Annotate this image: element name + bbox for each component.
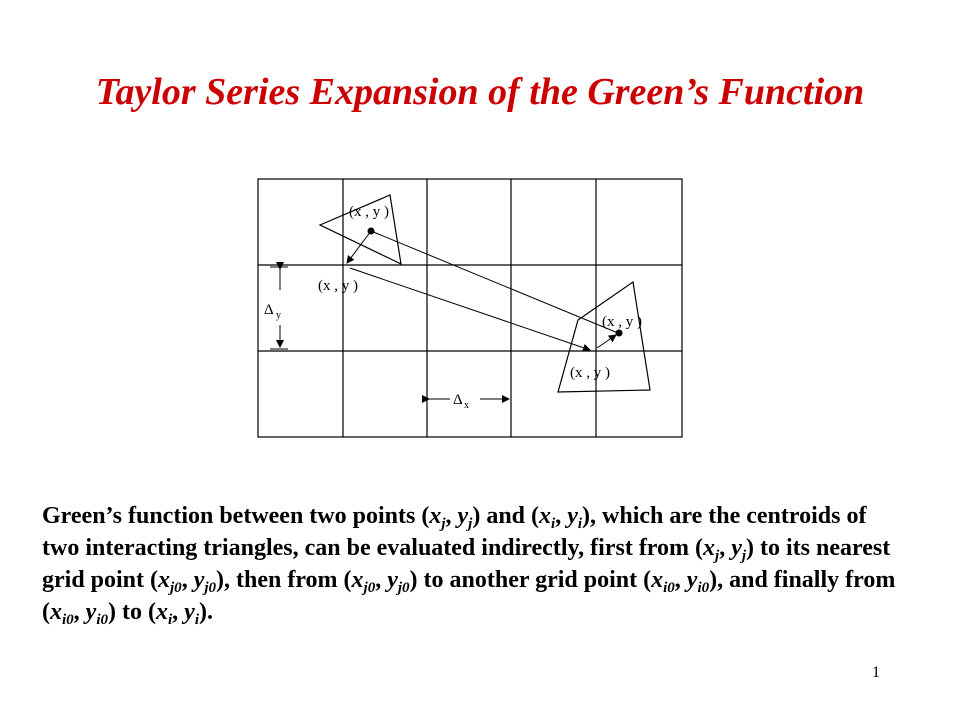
text-run: Green’s function between two points (	[42, 503, 430, 529]
slide-title: Taylor Series Expansion of the Green’s Function	[95, 71, 865, 113]
delta-x-sub: x	[464, 400, 469, 411]
sub-j: j	[441, 516, 446, 532]
sub-j0: j0	[170, 580, 182, 596]
var-x: x	[351, 567, 364, 593]
sub-j: j	[741, 548, 747, 564]
arrow-j-to-j0	[347, 231, 371, 263]
grid	[258, 179, 682, 437]
grid-diagram	[240, 170, 700, 450]
text-run: ,	[181, 567, 194, 593]
text-run: ,	[375, 567, 388, 593]
label-xj0-yj0: (x , y )	[318, 278, 358, 294]
var-y: y	[567, 503, 578, 529]
delta-y-label: Δ	[264, 302, 274, 318]
arrow-i0-to-i	[597, 335, 616, 348]
text-run: ,	[73, 599, 86, 625]
text-run: ).	[198, 599, 213, 625]
label-xj-yj: (x , y )	[349, 204, 389, 220]
var-x: x	[50, 599, 62, 625]
sub-i: i	[577, 516, 583, 532]
sub-i0: i0	[62, 612, 74, 628]
text-run: ), then from (	[216, 567, 352, 593]
sub-j: j	[715, 548, 720, 564]
sub-j0: j0	[204, 580, 217, 596]
text-run: ), which are the centroids of two interacting triangles, can be evaluated indirectly, first from (	[42, 503, 867, 561]
page-number: 1	[872, 664, 880, 681]
sub-i0: i0	[697, 580, 710, 596]
text-run: ) to another grid point (	[409, 567, 652, 593]
var-x: x	[429, 503, 442, 529]
sub-j0: j0	[363, 580, 376, 596]
text-run: ), and finally from (	[42, 567, 896, 625]
sub-j: j	[468, 516, 473, 532]
sub-i0: i0	[663, 580, 675, 596]
text-run: ) to its nearest grid point (	[42, 535, 891, 593]
centroid-i	[616, 330, 623, 337]
var-y: y	[731, 535, 742, 561]
var-y: y	[457, 503, 469, 529]
label-xi0-yi0: (x , y )	[570, 365, 610, 381]
delta-x-label: Δ	[453, 392, 463, 408]
sub-i: i	[167, 612, 173, 628]
text-run: ,	[719, 535, 732, 561]
text-run: ,	[445, 503, 458, 529]
sub-i0: i0	[96, 612, 108, 628]
delta-y-sub: y	[276, 310, 281, 321]
var-x: x	[651, 567, 664, 593]
var-x: x	[539, 503, 552, 529]
var-y: y	[184, 599, 195, 625]
var-x: x	[155, 599, 168, 625]
sub-i: i	[551, 516, 556, 532]
arrow-j0-to-i0	[350, 268, 590, 350]
var-y: y	[686, 567, 698, 593]
label-xi-yi: (x , y )	[602, 314, 642, 330]
text-run: ,	[674, 567, 687, 593]
sub-j0: j0	[397, 580, 410, 596]
text-run: ,	[555, 503, 568, 529]
grid-border	[258, 179, 682, 437]
text-run: ) and (	[472, 503, 540, 529]
var-x: x	[158, 567, 171, 593]
description-paragraph	[42, 500, 902, 628]
var-x: x	[703, 535, 716, 561]
var-y: y	[85, 599, 97, 625]
var-y: y	[193, 567, 205, 593]
sub-i: i	[194, 612, 199, 628]
text-run: ,	[172, 599, 185, 625]
var-y: y	[387, 567, 398, 593]
text-run: ) to (	[108, 599, 156, 625]
